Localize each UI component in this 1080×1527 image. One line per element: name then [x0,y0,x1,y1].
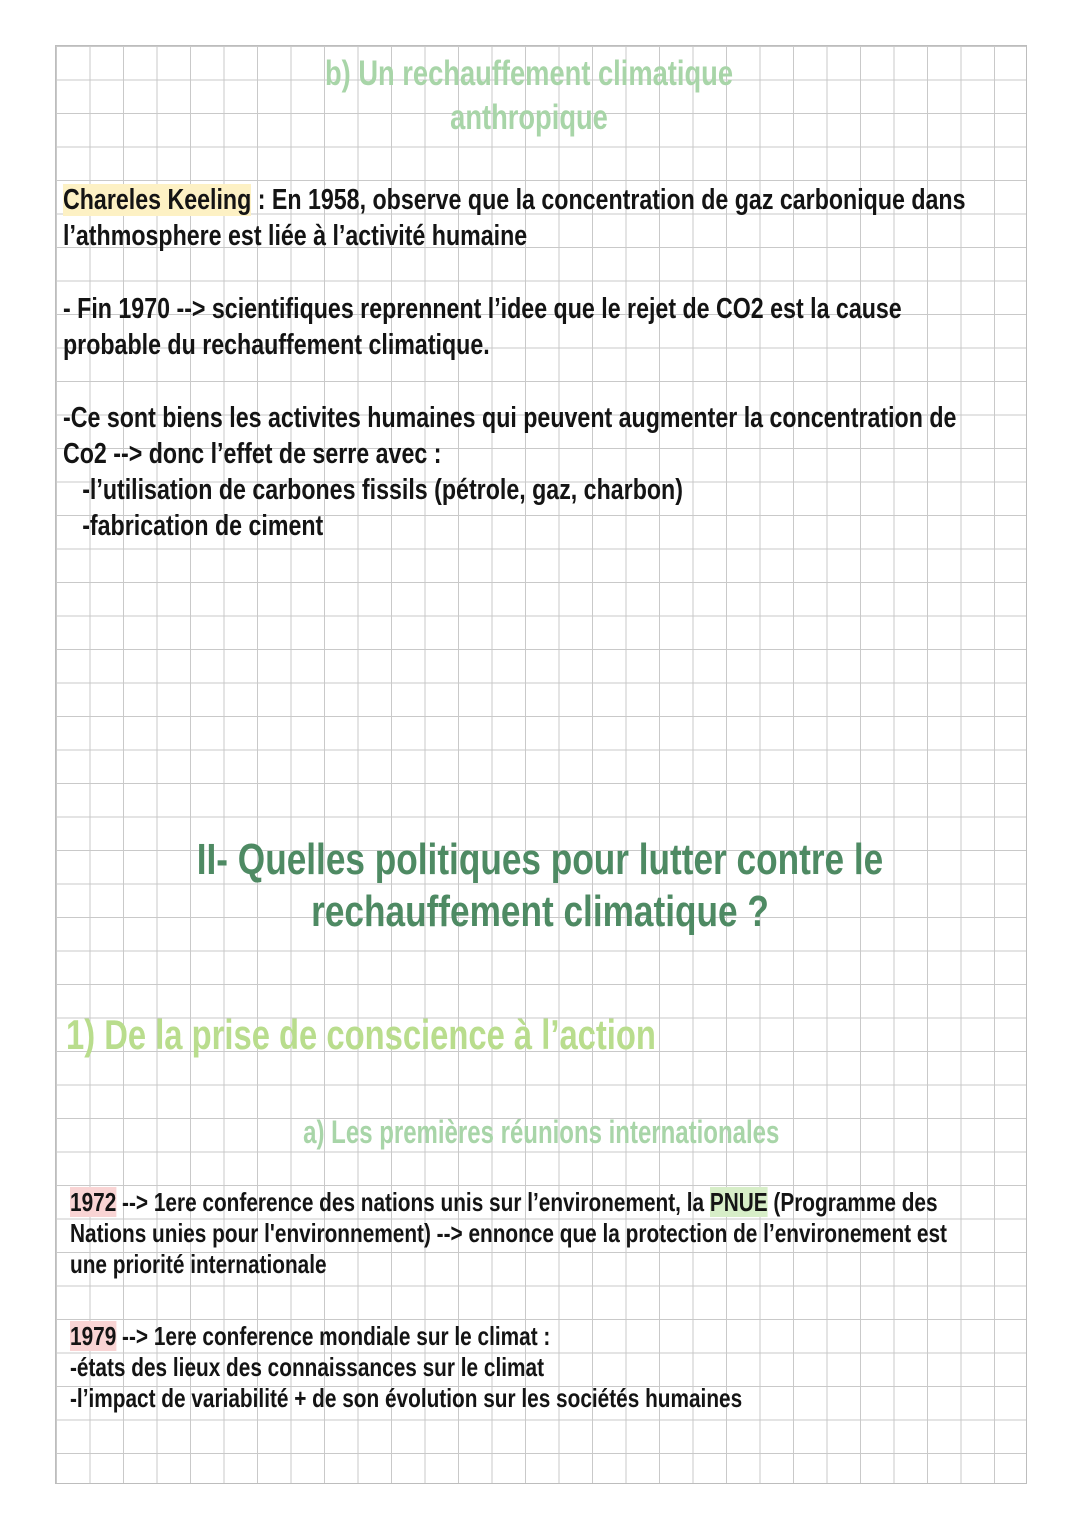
pnue-acronym: PNUE [709,1187,768,1217]
entry-1979-text-1: --> 1ere conference mondiale sur le climat : [116,1321,551,1351]
entry-1972-text-1: --> 1ere conference des nations unis sur l’environement, la [116,1187,710,1217]
fin1970-paragraph [63,291,902,363]
subsection-1-title: 1) De la prise de conscience à l’action [66,1011,656,1058]
activites-line-1: -Ce sont biens les activites humaines qui peuvent augmenter la concentration de [63,402,957,434]
keeling-line-1 [63,182,966,218]
keeling-paragraph [63,182,966,254]
section-ii-title [108,834,972,938]
section-b-title-line2: anthropique [450,98,608,137]
subsection-a-title: a) Les premières réunions internationales [303,1114,780,1150]
entry-1972 [70,1187,947,1280]
keeling-line-2: l’athmosphere est liée à l’activité humaine [63,220,528,252]
activites-paragraph [63,400,956,544]
activites-bullet-1: -l’utilisation de carbones fissils (pétrole, gaz, charbon) [82,474,683,506]
activites-line-2: Co2 --> donc l’effet de serre avec : [63,438,442,470]
section-b-title [108,52,950,140]
fin1970-line-2: probable du rechauffement climatique. [63,329,490,361]
section-b-title-line1: b) Un rechauffement climatique [324,54,734,93]
entry-1972-line-2: Nations unies pour l'environnement) --> ennonce que la protection de l’environement est [70,1218,947,1248]
fin1970-line-1: - Fin 1970 --> scientifiques reprennent l’idee que le rejet de CO2 est la cause [63,293,902,325]
entry-1979 [70,1321,742,1414]
activites-bullet-2: -fabrication de ciment [82,510,324,542]
entry-1972-line-1 [70,1187,947,1218]
entry-1979-line-1 [70,1321,742,1352]
section-ii-title-line1: II- Quelles politiques pour lutter contre le [196,835,884,884]
year-1979: 1979 [70,1321,117,1351]
entry-1979-line-2: -états des lieux des connaissances sur le climat [70,1352,544,1382]
keeling-text-1: : En 1958, observe que la concentration de gaz carbonique dans [251,184,966,216]
keeling-name: Chareles Keeling [63,184,252,216]
entry-1972-line-3: une priorité internationale [70,1249,327,1279]
year-1972: 1972 [70,1187,117,1217]
section-ii-title-line2: rechauffement climatique ? [311,887,769,936]
entry-1972-text-2: (Programme des [767,1187,938,1217]
entry-1979-line-3: -l’impact de variabilité + de son évolution sur les sociétés humaines [70,1383,743,1413]
